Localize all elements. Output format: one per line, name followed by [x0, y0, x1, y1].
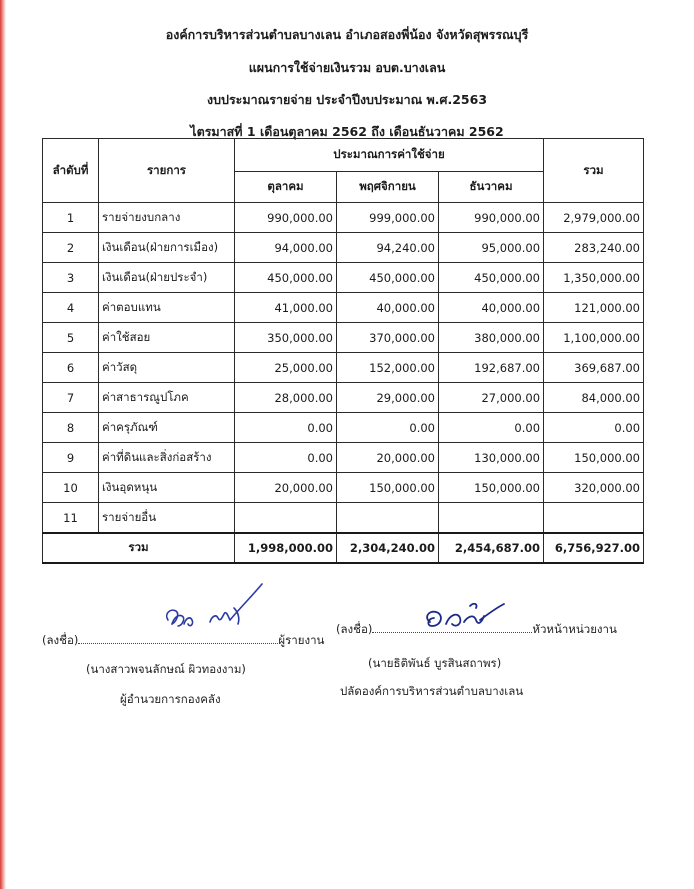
row-november: 999,000.00: [337, 203, 439, 233]
org-title: องค์การบริหารส่วนตำบลบางเลน อำเภอสองพี่น้อง จังหวัดสุพรรณบุรี: [165, 27, 529, 42]
row-no: 1: [43, 203, 99, 233]
row-item: ค่าครุภัณฑ์: [99, 413, 235, 443]
row-item: ค่าวัสดุ: [99, 353, 235, 383]
row-november: 370,000.00: [337, 323, 439, 353]
row-december: 990,000.00: [439, 203, 544, 233]
table-row: [43, 443, 644, 473]
row-december: 450,000.00: [439, 263, 544, 293]
row-october: 450,000.00: [235, 263, 337, 293]
row-december: 130,000.00: [439, 443, 544, 473]
row-november: 450,000.00: [337, 263, 439, 293]
budget-year: งบประมาณรายจ่าย ประจำปีงบประมาณ พ.ศ.2563: [206, 92, 488, 107]
table-row: [43, 233, 644, 263]
right-signer-position: ปลัดองค์การบริหารส่วนตำบลบางเลน: [340, 684, 524, 698]
right-signer-name: (นายธิติพันธ์ บูรสินสถาพร): [368, 656, 502, 670]
row-no: 8: [43, 413, 99, 443]
row-december: 150,000.00: [439, 473, 544, 503]
row-november: 94,240.00: [337, 233, 439, 263]
row-november: 152,000.00: [337, 353, 439, 383]
table-row: [43, 263, 644, 293]
col-header-no: ลำดับที่: [43, 139, 99, 203]
row-item: รายจ่ายอื่น: [99, 503, 235, 534]
row-december: 27,000.00: [439, 383, 544, 413]
row-item: ค่าใช้สอย: [99, 323, 235, 353]
row-october: 94,000.00: [235, 233, 337, 263]
row-november: 29,000.00: [337, 383, 439, 413]
row-no: 7: [43, 383, 99, 413]
row-october: 28,000.00: [235, 383, 337, 413]
row-october: 41,000.00: [235, 293, 337, 323]
table-row: [43, 323, 644, 353]
col-header-budget-group: ประมาณการค่าใช้จ่าย: [235, 139, 544, 172]
row-total: 1,100,000.00: [544, 323, 644, 353]
row-october: 990,000.00: [235, 203, 337, 233]
row-october: 0.00: [235, 413, 337, 443]
role-right: หัวหน้าหน่วยงาน: [532, 622, 617, 636]
col-header-october: ตุลาคม: [235, 172, 337, 203]
row-item: เงินอุดหนุน: [99, 473, 235, 503]
row-no: 11: [43, 503, 99, 534]
grand-total: 6,756,927.00: [544, 533, 644, 563]
row-no: 5: [43, 323, 99, 353]
left-signer-position: ผู้อำนวยการกองคลัง: [120, 692, 221, 706]
col-header-total: รวม: [544, 139, 644, 203]
quarter-range: ไตรมาสที่ 1 เดือนตุลาคม 2562 ถึง เดือนธันวาคม 2562: [190, 124, 504, 139]
col-header-item: รายการ: [99, 139, 235, 203]
row-item: เงินเดือน(ฝ่ายประจำ): [99, 263, 235, 293]
role-left: ผู้รายงาน: [278, 633, 325, 647]
total-row: [43, 533, 644, 563]
total-october: 1,998,000.00: [235, 533, 337, 563]
row-november: 0.00: [337, 413, 439, 443]
row-november: 40,000.00: [337, 293, 439, 323]
row-december: 40,000.00: [439, 293, 544, 323]
row-no: 3: [43, 263, 99, 293]
row-october: [235, 503, 337, 534]
sign-prefix-right: (ลงชื่อ): [336, 622, 373, 636]
handwritten-signature-left: [160, 578, 270, 638]
row-november: 150,000.00: [337, 473, 439, 503]
row-total: 283,240.00: [544, 233, 644, 263]
row-december: 0.00: [439, 413, 544, 443]
row-no: 4: [43, 293, 99, 323]
row-october: 350,000.00: [235, 323, 337, 353]
sign-prefix-left: (ลงชื่อ): [42, 633, 79, 647]
row-october: 0.00: [235, 443, 337, 473]
row-no: 9: [43, 443, 99, 473]
row-item: เงินเดือน(ฝ่ายการเมือง): [99, 233, 235, 263]
row-october: 25,000.00: [235, 353, 337, 383]
table-row: [43, 353, 644, 383]
row-no: 10: [43, 473, 99, 503]
table-row: [43, 473, 644, 503]
col-header-december: ธันวาคม: [439, 172, 544, 203]
total-november: 2,304,240.00: [337, 533, 439, 563]
row-november: [337, 503, 439, 534]
plan-title: แผนการใช้จ่ายเงินรวม อบต.บางเลน: [248, 60, 446, 75]
col-header-november: พฤศจิกายน: [337, 172, 439, 203]
row-total: 2,979,000.00: [544, 203, 644, 233]
row-total: 1,350,000.00: [544, 263, 644, 293]
handwritten-signature-right: [420, 592, 510, 637]
table-row: [43, 293, 644, 323]
row-no: 2: [43, 233, 99, 263]
row-december: 192,687.00: [439, 353, 544, 383]
row-total: 320,000.00: [544, 473, 644, 503]
row-total: 84,000.00: [544, 383, 644, 413]
table-row: [43, 413, 644, 443]
row-total: 0.00: [544, 413, 644, 443]
row-november: 20,000.00: [337, 443, 439, 473]
row-october: 20,000.00: [235, 473, 337, 503]
left-signer-name: (นางสาวพจนลักษณ์ ผิวทองงาม): [86, 662, 246, 676]
table-row: [43, 503, 644, 534]
row-item: ค่าตอบแทน: [99, 293, 235, 323]
row-total: 369,687.00: [544, 353, 644, 383]
table-row: [43, 203, 644, 233]
budget-table: [42, 138, 644, 564]
row-december: [439, 503, 544, 534]
table-row: [43, 383, 644, 413]
row-december: 95,000.00: [439, 233, 544, 263]
row-item: ค่าสาธารณูปโภค: [99, 383, 235, 413]
row-total: 150,000.00: [544, 443, 644, 473]
row-no: 6: [43, 353, 99, 383]
row-total: 121,000.00: [544, 293, 644, 323]
row-december: 380,000.00: [439, 323, 544, 353]
total-december: 2,454,687.00: [439, 533, 544, 563]
row-total: [544, 503, 644, 534]
row-item: รายจ่ายงบกลาง: [99, 203, 235, 233]
total-label: รวม: [43, 533, 235, 563]
row-item: ค่าที่ดินและสิ่งก่อสร้าง: [99, 443, 235, 473]
